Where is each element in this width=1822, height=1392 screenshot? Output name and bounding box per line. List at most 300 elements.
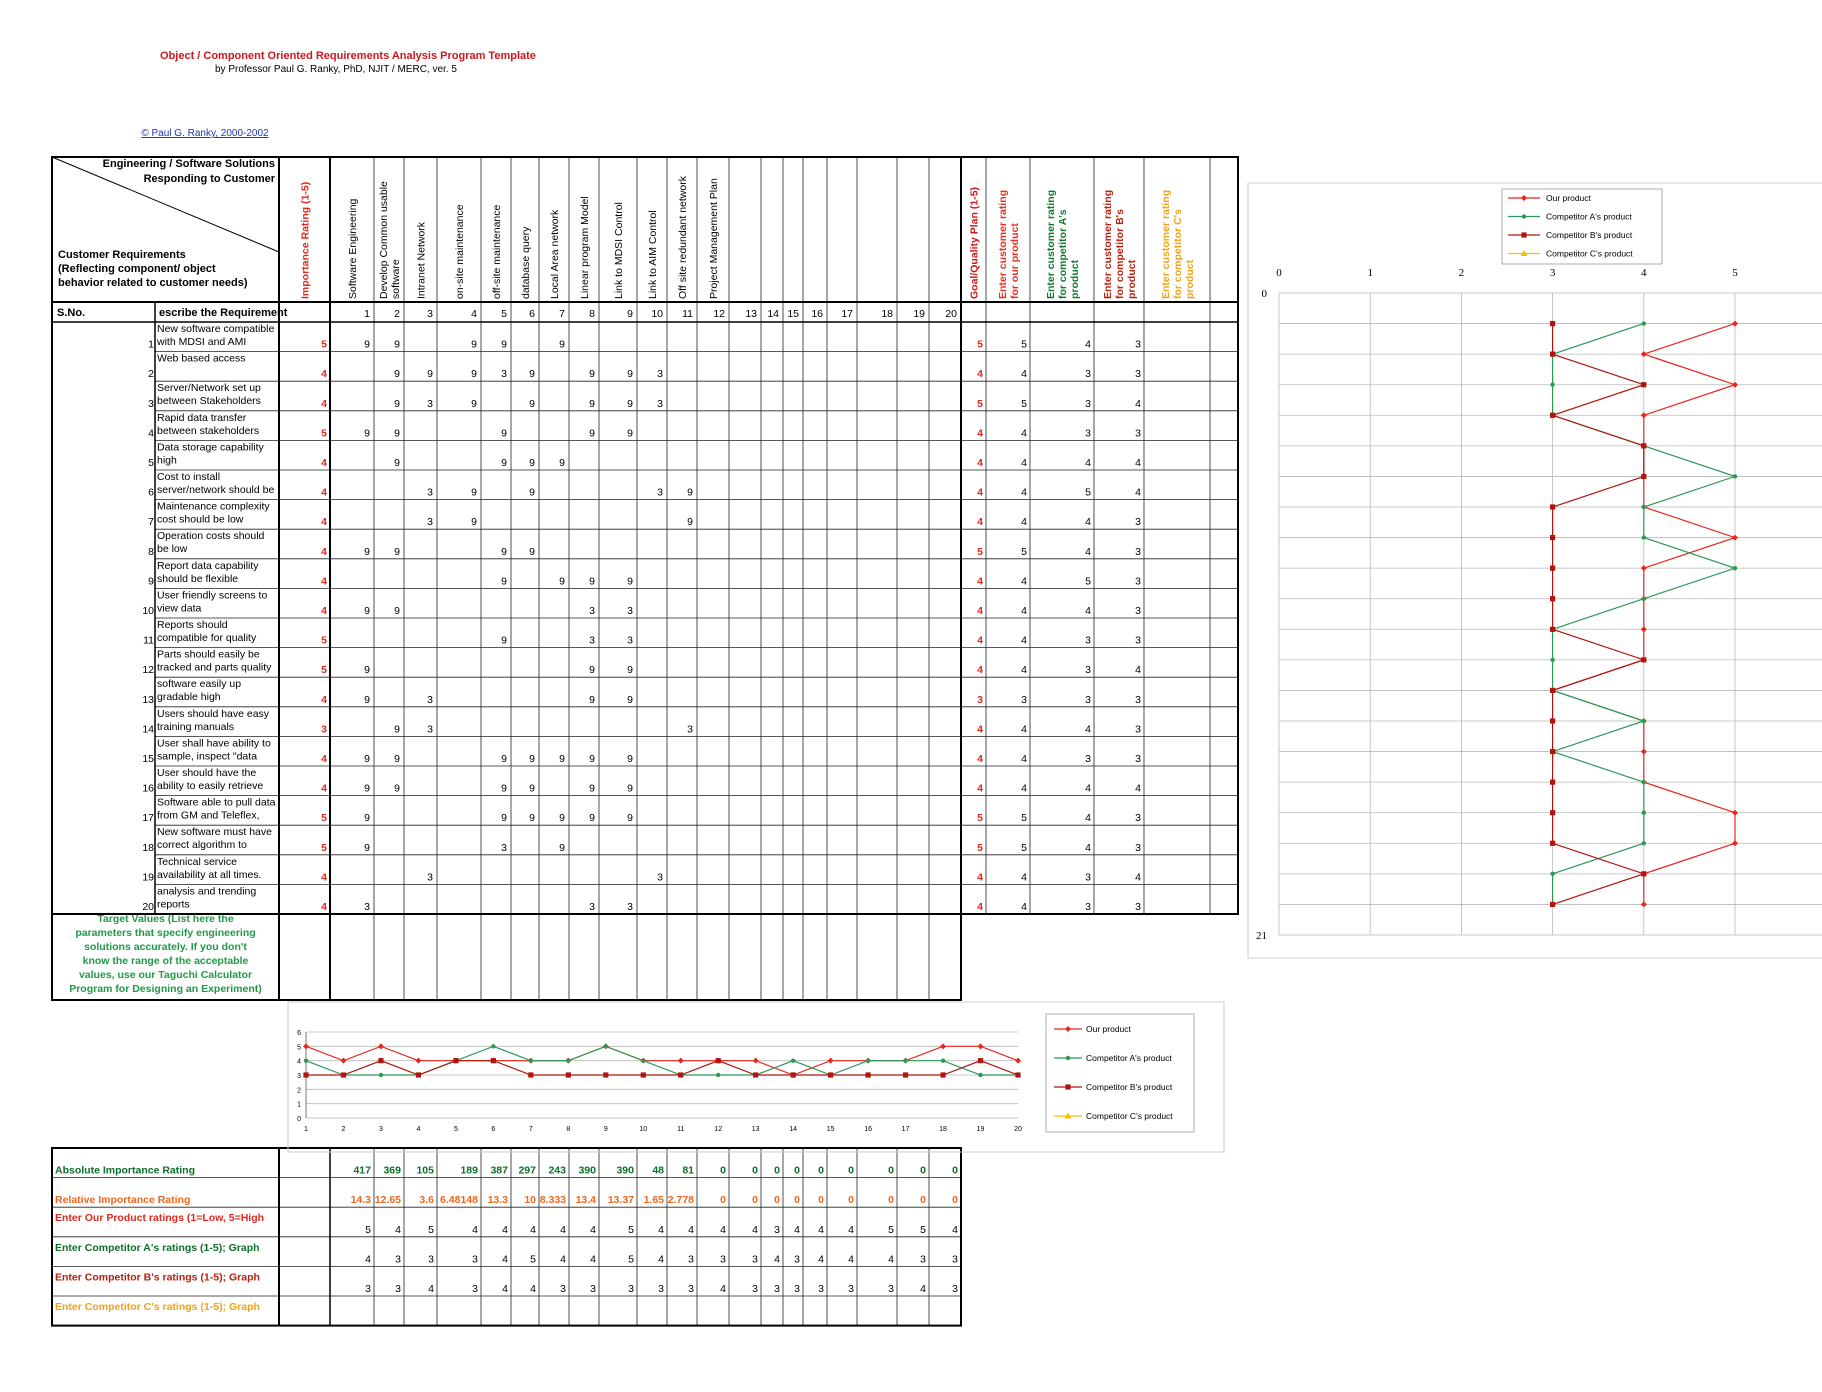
requirement-text: reports [157,898,190,911]
x-tick-label: 14 [789,1126,798,1133]
requirement-text: sample, inspect "data [157,750,258,763]
relationship-value: 9 [364,841,370,854]
competitor-a-value: 3 [1085,634,1091,647]
relationship-value: 9 [501,753,507,765]
summary-value: 0 [720,1164,726,1177]
y-tick-label: 2 [297,1087,301,1095]
data-point [566,1072,571,1077]
summary-value: 3 [888,1283,894,1295]
goal-value: 4 [977,516,983,529]
summary-value: 4 [920,1283,926,1295]
relationship-value: 9 [627,397,633,410]
data-point [1642,780,1646,784]
summary-value: 0 [818,1164,824,1177]
relationship-value: 9 [627,368,633,381]
legend-label: Our product [1546,193,1591,203]
data-point [791,1072,796,1077]
data-point [1641,657,1646,662]
corner-requirements-label: (Reflecting component/ object [58,263,216,275]
row-number: 18 [142,841,154,854]
relationship-value: 9 [589,427,595,440]
relationship-value: 9 [589,782,595,795]
summary-value: 0 [888,1194,894,1207]
relationship-value: 9 [529,782,535,795]
data-point [678,1058,684,1064]
data-point [378,1058,383,1063]
relationship-value: 9 [559,338,565,351]
summary-value: 4 [720,1283,726,1295]
summary-value: 0 [720,1194,726,1207]
competitor-a-value: 4 [1085,338,1091,351]
summary-value: 5 [628,1253,634,1266]
data-point [1642,811,1646,815]
relationship-value: 9 [589,664,595,677]
relationship-value: 9 [394,368,400,381]
summary-value: 5 [530,1253,536,1266]
competitor-b-value: 3 [1135,427,1141,440]
summary-value: 0 [952,1194,958,1207]
competitor-a-value: 4 [1085,841,1091,854]
relationship-value: 9 [627,812,633,825]
our-rating-value: 4 [1021,516,1027,529]
goal-value: 4 [977,723,983,736]
summary-value: 4 [590,1253,596,1266]
relationship-value: 9 [529,486,535,499]
competitor-b-value: 3 [1135,338,1141,351]
summary-value: 3 [920,1253,926,1266]
data-point [341,1072,346,1077]
goal-value: 5 [977,338,983,351]
data-point [1641,901,1647,907]
solution-header: Link to AIM Control [647,210,659,299]
summary-row-label: Enter Competitor B's ratings (1-5); Graph [55,1271,260,1284]
data-point [1642,535,1646,539]
goal-value: 4 [977,457,983,469]
relationship-value: 3 [589,605,595,617]
data-point [1550,321,1555,326]
relationship-value: 9 [501,457,507,469]
data-point [828,1058,834,1064]
relationship-value: 9 [687,516,693,529]
importance-value: 4 [321,397,327,410]
our-rating-value: 4 [1021,664,1027,677]
relationship-value: 9 [394,723,400,736]
summary-value: 3 [752,1283,758,1295]
goal-value: 4 [977,634,983,647]
legend-label: Our product [1086,1024,1131,1034]
data-point [753,1072,758,1077]
summary-value: 0 [848,1194,854,1207]
relationship-value: 9 [394,397,400,410]
summary-row-label: Absolute Importance Rating [55,1164,196,1177]
relationship-value: 9 [471,397,477,410]
competitor-b-value: 3 [1135,545,1141,558]
target-values-label: solutions accurately. If you don't [84,941,247,953]
our-rating-value: 5 [1021,397,1027,410]
data-point [416,1072,421,1077]
competitor-a-value: 4 [1085,545,1091,558]
solution-number: 20 [945,308,957,320]
relationship-value: 3 [501,841,507,854]
summary-value: 3.6 [419,1194,434,1207]
importance-value: 4 [321,368,327,381]
relationship-value: 9 [559,457,565,469]
relationship-value: 9 [627,427,633,440]
solution-header: database query [520,226,532,299]
y-tick-label: 0 [297,1116,301,1123]
requirement-text: Software able to pull data [157,796,276,809]
importance-value: 4 [321,871,327,884]
x-tick-label: 16 [864,1126,873,1133]
y-tick-label: 6 [297,1030,301,1037]
data-point [940,1072,945,1077]
row-number: 20 [142,901,154,913]
requirement-text: Rapid data transfer [157,411,247,424]
data-point [978,1073,982,1077]
relationship-value: 9 [589,812,595,825]
data-point [1732,810,1738,816]
legend-label: Competitor C's product [1086,1111,1173,1121]
data-point [1550,688,1555,693]
summary-value: 3 [794,1253,800,1266]
data-point [303,1043,309,1049]
requirement-text: New software compatible [157,323,275,335]
requirement-text: New software must have [157,826,272,839]
relationship-value: 9 [529,812,535,825]
data-point [453,1058,458,1063]
competitor-a-value: 5 [1085,575,1091,588]
solution-number: 19 [913,308,925,320]
our-rating-value: 4 [1021,457,1027,469]
competitor-b-value: 3 [1135,901,1141,913]
goal-value: 5 [977,397,983,410]
data-point [378,1043,384,1049]
sno-header: S.No. [57,307,86,319]
y-tick-label: 4 [297,1058,301,1066]
rating-column-header: product [1069,259,1081,299]
requirement-text: Operation costs should [157,530,265,543]
summary-value: 3 [952,1253,958,1266]
solution-header: off-site maintenance [491,204,503,299]
summary-value: 0 [952,1164,958,1177]
our-rating-value: 4 [1021,723,1027,736]
corner-requirements-label: behavior related to customer needs) [58,277,248,289]
solution-header: Develop Common usable [378,181,390,299]
requirement-text: between Stakeholders [157,395,261,408]
x-tick-label: 0 [1276,267,1282,279]
summary-value: 3 [628,1283,634,1295]
summary-value: 0 [752,1194,758,1207]
data-point [678,1072,683,1077]
data-point [304,1058,308,1062]
solution-header: on-site maintenance [454,204,466,299]
relationship-value: 3 [427,693,433,706]
goal-value: 4 [977,901,983,913]
summary-value: 0 [774,1164,780,1177]
our-rating-value: 5 [1021,812,1027,825]
legend-label: Competitor A's product [1086,1053,1172,1063]
x-tick-label: 8 [566,1126,571,1133]
summary-value: 4 [818,1223,824,1236]
solution-number: 16 [811,308,823,320]
row-number: 17 [142,812,154,825]
summary-value: 5 [888,1223,894,1236]
summary-value: 81 [682,1164,694,1177]
summary-value: 4 [502,1283,508,1295]
relationship-value: 9 [364,782,370,795]
importance-value: 5 [321,664,327,677]
data-point [1550,535,1555,540]
legend-label: Competitor C's product [1546,248,1633,259]
summary-value: 4 [590,1223,596,1236]
data-point [1550,352,1555,357]
legend-label: Competitor B's product [1546,230,1633,240]
x-tick-label: 4 [1641,267,1647,279]
importance-value: 4 [321,516,327,529]
competitor-a-value: 4 [1085,812,1091,825]
y-tick-label: 1 [297,1101,301,1109]
relationship-value: 9 [364,693,370,706]
competitor-b-value: 4 [1135,457,1141,469]
relationship-value: 9 [529,545,535,558]
data-point [1641,474,1646,479]
data-point [1732,535,1738,541]
requirement-text: high [157,454,177,467]
solution-number: 2 [394,308,400,320]
row-number: 10 [142,605,154,617]
importance-value: 5 [321,841,327,854]
x-tick-label: 17 [901,1126,910,1133]
solution-number: 15 [787,308,799,320]
our-rating-value: 4 [1021,782,1027,795]
y-tick-label: 21 [1256,930,1267,942]
summary-value: 48 [652,1164,664,1177]
row-number: 11 [143,634,154,647]
summary-value: 105 [416,1164,434,1177]
relationship-value: 9 [471,338,477,351]
relationship-value: 9 [471,486,477,499]
competitor-a-value: 3 [1085,693,1091,706]
copyright-link[interactable]: © Paul G. Ranky, 2000-2002 [141,128,269,139]
x-tick-label: 18 [939,1126,947,1133]
rating-column-header: Enter customer rating [1160,189,1172,299]
corner-solutions-label: Responding to Customer [143,173,275,185]
relationship-value: 9 [589,693,595,706]
importance-value: 4 [321,753,327,765]
row-number: 12 [142,664,154,677]
relationship-value: 3 [364,901,370,913]
requirement-text: Parts should easily be [157,648,260,661]
summary-value: 243 [548,1164,566,1177]
summary-value: 4 [818,1253,824,1266]
rating-column-header: Goal/Quality Plan (1-5) [968,186,981,299]
relationship-value: 3 [657,486,663,499]
row-number: 7 [148,516,154,529]
requirement-text: correct algorithm to [157,839,247,852]
summary-value: 5 [628,1223,634,1236]
summary-value: 3 [848,1283,854,1295]
goal-value: 4 [977,782,983,795]
competitor-b-value: 3 [1135,516,1141,529]
requirement-text: training manuals [157,720,235,733]
summary-value: 3 [658,1283,664,1295]
rating-column-header: for competitor B's [1114,208,1126,299]
summary-value: 4 [720,1223,726,1236]
data-point [604,1044,608,1048]
solution-number: 10 [651,308,663,320]
summary-value: 0 [920,1164,926,1177]
requirement-text: tracked and parts quality [157,661,272,674]
our-rating-value: 4 [1021,634,1027,647]
relationship-value: 9 [364,545,370,558]
competitor-b-value: 3 [1135,693,1141,706]
data-point [1733,566,1737,570]
our-rating-value: 4 [1021,871,1027,884]
solution-header: Intranet Network [415,221,428,299]
our-rating-value: 5 [1021,841,1027,854]
summary-value: 4 [502,1253,508,1266]
y-tick-label: 0 [1261,288,1267,300]
competitor-b-value: 3 [1135,812,1141,825]
data-point [1550,718,1555,723]
summary-value: 4 [530,1283,536,1295]
relationship-value: 9 [394,457,400,469]
data-point [529,1058,533,1062]
relationship-value: 9 [589,397,595,410]
data-point [978,1043,984,1049]
requirement-text: compatible for quality [157,632,257,644]
relationship-value: 3 [657,368,663,381]
requirement-text: Server/Network set up [157,382,261,395]
data-point [828,1072,833,1077]
competitor-a-value: 3 [1085,397,1091,410]
solution-number: 14 [767,308,779,320]
requirement-text: from GM and Teleflex, [157,809,260,822]
data-point [903,1072,908,1077]
relationship-value: 9 [559,753,565,765]
requirement-text: Technical service [157,855,237,868]
summary-value: 4 [952,1223,958,1236]
data-point [1550,504,1555,509]
importance-value: 4 [321,605,327,617]
solution-number: 17 [841,308,853,320]
describe-header: escribe the Requirement [159,307,288,319]
solution-header: Project Management Plan [708,178,720,299]
summary-value: 3 [774,1223,780,1236]
summary-value: 5 [428,1223,434,1236]
summary-value: 3 [952,1283,958,1295]
competitor-b-value: 3 [1135,723,1141,736]
target-values-label: Program for Designing an Experiment) [69,983,262,995]
solution-number: 11 [682,308,693,320]
requirement-text: between stakeholders [157,424,260,437]
requirement-text: analysis and trending [157,885,257,898]
data-point [1732,321,1738,327]
x-tick-label: 1 [304,1126,308,1133]
relationship-value: 9 [394,782,400,795]
rating-column-header: Enter customer rating [997,189,1009,299]
data-point [1641,626,1647,632]
relationship-value: 3 [657,397,663,410]
our-rating-value: 4 [1021,427,1027,440]
our-rating-value: 4 [1021,486,1027,499]
legend-marker [1065,1026,1071,1032]
data-point [491,1044,495,1048]
data-point [1641,382,1646,387]
solution-header: Software Engineering [347,198,359,299]
x-tick-label: 12 [714,1126,723,1133]
data-point [753,1058,759,1064]
row-number: 3 [148,397,154,410]
requirement-text: software easily up [157,678,242,691]
data-point [941,1058,945,1062]
requirement-text: view data [157,602,202,615]
summary-row-label: Enter Competitor C's ratings (1-5); Graph [55,1301,260,1313]
data-point [1641,351,1647,357]
goal-value: 4 [977,486,983,499]
summary-value: 4 [395,1223,401,1236]
relationship-value: 3 [427,723,433,736]
summary-value: 4 [560,1253,566,1266]
relationship-value: 3 [427,486,433,499]
target-values-label: know the range of the acceptable [82,955,249,967]
x-tick-label: 2 [341,1126,346,1133]
x-tick-label: 4 [416,1126,421,1133]
summary-value: 3 [688,1253,694,1266]
competitor-b-value: 3 [1135,605,1141,617]
summary-value: 4 [530,1223,536,1236]
goal-value: 4 [977,664,983,677]
summary-value: 13.37 [607,1194,634,1207]
summary-value: 3 [428,1253,434,1266]
row-number: 8 [148,545,154,558]
data-point [1641,749,1647,755]
relationship-value: 9 [627,664,633,677]
competitor-a-value: 3 [1085,664,1091,677]
data-point [1550,596,1555,601]
solution-header: Linear program Model [579,196,591,299]
row-number: 1 [148,338,154,351]
x-tick-label: 5 [1732,267,1738,279]
relationship-value: 9 [589,575,595,588]
goal-value: 4 [977,871,983,884]
our-rating-value: 5 [1021,338,1027,351]
relationship-value: 9 [394,545,400,558]
data-point [415,1058,421,1064]
our-rating-value: 4 [1021,605,1027,617]
relationship-value: 9 [364,338,370,351]
solution-number: 13 [745,308,757,320]
our-rating-value: 4 [1021,753,1027,765]
competitor-b-value: 3 [1135,634,1141,647]
relationship-value: 3 [427,397,433,410]
data-point [1015,1072,1020,1077]
summary-value: 297 [518,1164,536,1177]
requirement-text: Users should have easy [157,707,270,720]
x-tick-label: 6 [491,1126,496,1133]
page-title: Object / Component Oriented Requirements Analysis Program Template [160,50,536,62]
summary-value: 6.48148 [440,1194,478,1207]
x-tick-label: 2 [1458,267,1465,279]
data-point [716,1073,720,1077]
data-point [716,1058,721,1063]
summary-value: 14.3 [350,1194,371,1207]
requirement-text: User should have the [157,767,257,779]
data-point [379,1073,383,1077]
data-point [1642,597,1646,601]
goal-value: 5 [977,812,983,825]
summary-value: 2.778 [667,1194,694,1207]
